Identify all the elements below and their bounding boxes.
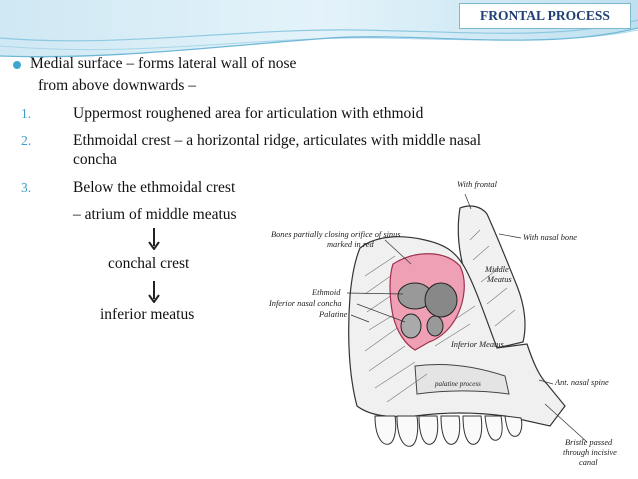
label-ethmoid: Ethmoid [312, 288, 341, 297]
maxilla-sketch [265, 176, 638, 479]
flow-conchal-crest: conchal crest [108, 255, 190, 272]
label-bristle-2: through incisive [563, 448, 617, 457]
label-inferior-meatus: Inferior Meatus [451, 340, 504, 349]
item-text-3-line-1: Below the ethmoidal crest [73, 179, 236, 196]
label-middle-meatus-1: Middle [485, 265, 509, 274]
label-with-frontal: With frontal [457, 180, 497, 189]
item-number-2: 2. [21, 133, 32, 148]
item-number-3: 3. [21, 180, 32, 195]
item-text-2-line-1: Ethmoidal crest – a horizontal ridge, articulates with middle nasal [73, 132, 482, 149]
label-palatine-process: palatine process [435, 380, 481, 388]
label-middle-meatus-2: Meatus [487, 275, 512, 284]
item-text-2-line-2: concha [73, 151, 117, 168]
item-text-3-line-2: – atrium of middle meatus [73, 206, 237, 223]
maxilla-illustration [265, 176, 638, 479]
label-bristle-3: canal [579, 458, 598, 467]
label-palatine: Palatine [319, 310, 348, 319]
down-arrow-icon [147, 228, 161, 250]
label-bristle-1: Bristle passed [565, 438, 613, 447]
bullet-dot-icon [13, 61, 21, 69]
label-inferior-nasal-concha: Inferior nasal concha [269, 299, 342, 308]
bullet-text: Medial surface – forms lateral wall of nose [30, 55, 297, 72]
label-bones-partially-2: marked in red [327, 240, 374, 249]
flow-inferior-meatus: inferior meatus [100, 306, 195, 323]
slide-title: FRONTAL PROCESS [459, 3, 631, 29]
item-text-1: Uppermost roughened area for articulation with ethmoid [73, 105, 424, 122]
label-with-nasal-bone: With nasal bone [523, 233, 577, 242]
item-number-1: 1. [21, 106, 32, 121]
label-bones-partially-1: Bones partially closing orifice of sinus [271, 230, 401, 239]
label-ant-nasal-spine: Ant. nasal spine [555, 378, 609, 387]
down-arrow-icon [147, 281, 161, 303]
subline-text: from above downwards – [38, 77, 196, 94]
